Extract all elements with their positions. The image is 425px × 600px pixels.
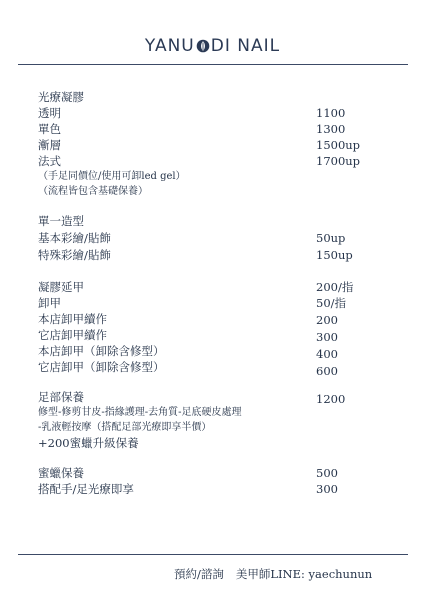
menu-item-price: 400 <box>316 347 338 361</box>
section-heading-gel: 光療凝膠 <box>38 90 84 104</box>
menu-item-name: 基本彩繪/貼飾 <box>38 231 111 245</box>
menu-item-name: 漸層 <box>38 138 61 152</box>
menu-item-price: 1500up <box>316 138 361 152</box>
section-note: -乳液輕按摩（搭配足部光療即享半價） <box>38 422 212 433</box>
menu-item-name: 它店卸甲（卸除含修型） <box>38 360 165 374</box>
brand-text-right: DI NAIL <box>210 36 281 56</box>
footer-contact <box>174 566 372 582</box>
menu-item-price: 1100 <box>316 106 346 120</box>
menu-item-price: 500 <box>316 466 338 480</box>
menu-item-name: 搭配手/足光療即享 <box>38 482 134 496</box>
menu-item-name: 單色 <box>38 122 61 136</box>
menu-item-price: 1300 <box>316 122 346 136</box>
menu-item-name: 特殊彩繪/貼飾 <box>38 248 111 262</box>
menu-item-name: 卸甲 <box>38 296 61 310</box>
menu-item-price: 200/指 <box>316 280 354 294</box>
footer-line-id: 美甲師LINE: yaechunun <box>235 567 373 581</box>
menu-item-name: 法式 <box>38 154 61 168</box>
bottom-divider <box>18 554 408 555</box>
menu-item-name: 它店卸甲續作 <box>38 328 107 342</box>
section-heading-foot-care: 足部保養 <box>38 390 84 404</box>
brand-logo <box>0 36 425 58</box>
menu-item-price: 200 <box>316 313 338 327</box>
section-note: （流程皆包含基礎保養） <box>38 186 148 197</box>
menu-item-price: 150up <box>316 248 353 262</box>
brand-text-left: YANU <box>144 36 195 56</box>
section-note: 修型-修剪甘皮-指緣護理-去角質-足底硬皮處理 <box>38 407 242 418</box>
menu-item-price: 600 <box>316 364 338 378</box>
leaf-logo-icon <box>196 38 210 58</box>
menu-item-name: 本店卸甲（卸除含修型） <box>38 344 165 358</box>
menu-item-price: 1200 <box>316 392 346 406</box>
menu-item-name: 蜜蠟保養 <box>38 466 84 480</box>
menu-item-name: 本店卸甲續作 <box>38 312 107 326</box>
menu-item-price: 50up <box>316 231 346 245</box>
section-note: （手足同價位/使用可卸led gel） <box>38 171 186 182</box>
footer-booking: 預約/諮詢 <box>174 567 224 581</box>
menu-item-price: 50/指 <box>316 296 347 310</box>
top-divider <box>18 64 408 65</box>
upgrade-note: +200蜜蠟升級保養 <box>38 436 139 450</box>
menu-item-name: 透明 <box>38 106 61 120</box>
menu-item-price: 1700up <box>316 154 361 168</box>
menu-item-name: 凝膠延甲 <box>38 280 84 294</box>
section-heading-design: 單一造型 <box>38 214 84 228</box>
menu-item-price: 300 <box>316 330 338 344</box>
menu-item-price: 300 <box>316 482 338 496</box>
